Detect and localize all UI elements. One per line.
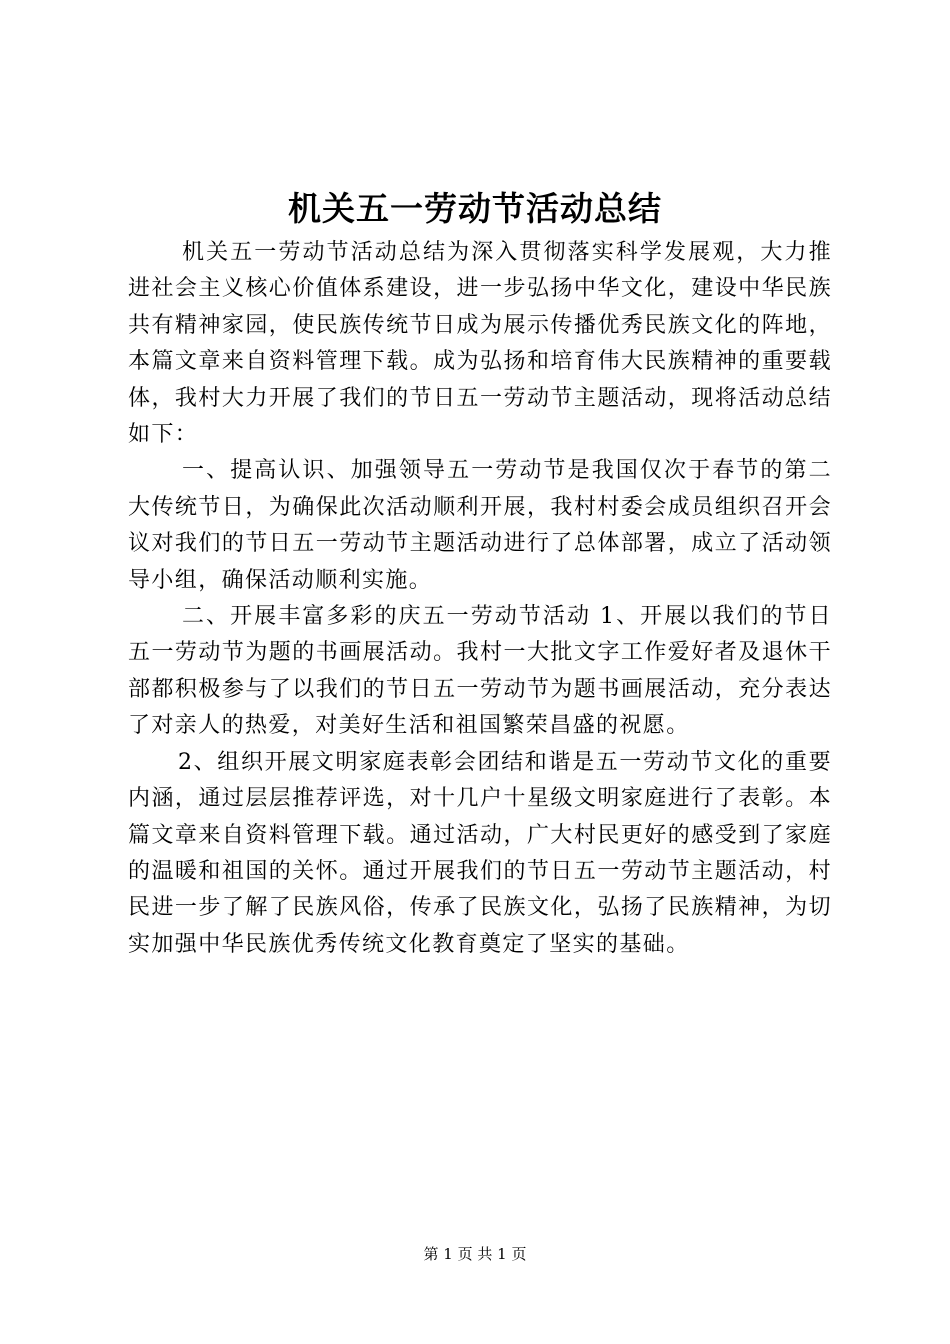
paragraph-section-1: 一、提高认识、加强领导五一劳动节是我国仅次于春节的第二大传统节日，为确保此次活动顺利开展，我村村委会成员组织召开会议对我们的节日五一劳动节主题活动进行了总体部署，成立了活动领导小组，确保活动顺利实施。: [128, 458, 832, 593]
page-number-footer: 第 1 页 共 1 页: [423, 1245, 527, 1263]
document-body: [128, 235, 832, 963]
paragraph-section-2-item-2: 2、组织开展文明家庭表彰会团结和谐是五一劳动节文化的重要内涵，通过层层推荐评选，对十几户十星级文明家庭进行了表彰。本篇文章来自资料管理下载。通过活动，广大村民更好的感受到了家庭的温暖和祖国的关怀。通过开展我们的节日五一劳动节主题活动，村民进一步了解了民族风俗，传承了民族文化，弘扬了民族精神，为切实加强中华民族优秀传统文化教育奠定了坚实的基础。: [128, 749, 832, 957]
paragraph-intro: 机关五一劳动节活动总结为深入贯彻落实科学发展观，大力推进社会主义核心价值体系建设，进一步弘扬中华文化，建设中华民族共有精神家园，使民族传统节日成为展示传播优秀民族文化的阵地，本篇文章来自资料管理下载。成为弘扬和培育伟大民族精神的重要载体，我村大力开展了我们的节日五一劳动节主题活动，现将活动总结如下：: [128, 240, 832, 448]
document-title: 机关五一劳动节活动总结: [288, 189, 662, 228]
paragraph-section-2: 二、开展丰富多彩的庆五一劳动节活动 1、开展以我们的节日五一劳动节为题的书画展活动。我村一大批文字工作爱好者及退休干部都积极参与了以我们的节日五一劳动节为题书画展活动，充分表达了对亲人的热爱，对美好生活和祖国繁荣昌盛的祝愿。: [128, 604, 832, 739]
